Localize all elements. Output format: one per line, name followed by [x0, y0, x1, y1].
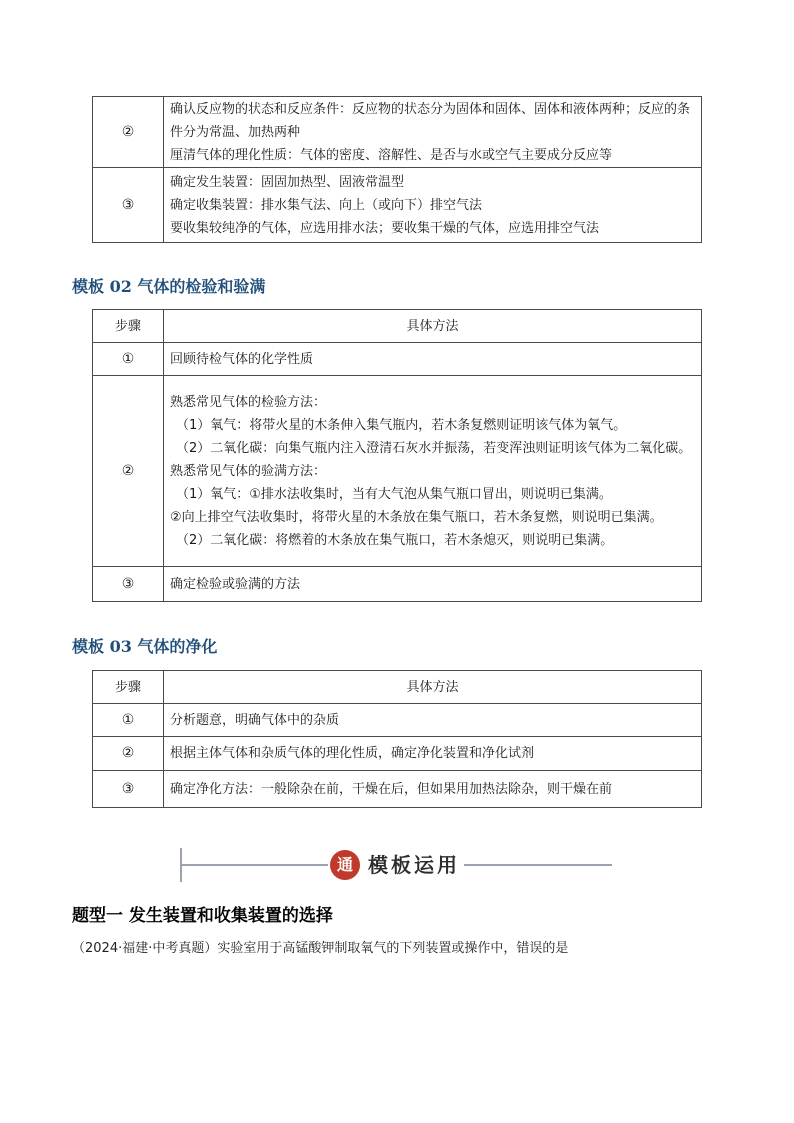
question-text: （2024·福建·中考真题）实验室用于高锰酸钾制取氧气的下列装置或操作中，错误的是	[72, 941, 569, 956]
method-line: （1）氧气：①排水法收集时，当有大气泡从集气瓶口冒出，则说明已集满。	[176, 486, 612, 502]
step-number: ②	[93, 737, 164, 771]
method-line: 确认反应物的状态和反应条件：反应物的状态分为固体和固体、固体和液体两种；反应的条件分为常温、加热两种	[170, 101, 691, 140]
method-line: （2）二氧化碳：向集气瓶内注入澄清石灰水并振荡，若变浑浊则证明该气体为二氧化碳。	[176, 440, 692, 456]
table-row	[93, 737, 702, 771]
step-number: ①	[93, 704, 164, 737]
banner-right-rule	[464, 864, 612, 866]
method-line: 确定发生装置：固固加热型、固液常温型	[170, 174, 405, 190]
step-method	[164, 168, 702, 243]
column-header-method: 具体方法	[164, 310, 702, 343]
step-number: ②	[93, 97, 164, 168]
table-template-03	[92, 670, 702, 808]
table-row	[93, 704, 702, 737]
table-header-row	[93, 671, 702, 704]
step-method	[164, 771, 702, 808]
step-method	[164, 567, 702, 602]
method-line: 确定收集装置：排水集气法、向上（或向下）排空气法	[170, 197, 483, 213]
method-line: ②向上排空气法收集时，将带火星的木条放在集气瓶口，若木条复燃，则说明已集满。	[170, 509, 663, 525]
method-line: 回顾待检气体的化学性质	[170, 351, 314, 367]
method-line: 厘清气体的理化性质：气体的密度、溶解性、是否与水或空气主要成分反应等	[170, 147, 613, 163]
column-header-method: 具体方法	[164, 671, 702, 704]
section-title: 模板 02 气体的检验和验满	[72, 277, 266, 296]
table-row	[93, 771, 702, 808]
table-row	[93, 168, 702, 243]
banner-badge-icon: 通	[330, 850, 360, 880]
method-line: （2）二氧化碳：将燃着的木条放在集气瓶口，若木条熄灭，则说明已集满。	[176, 532, 614, 548]
table-header-row	[93, 310, 702, 343]
method-line: 分析题意，明确气体中的杂质	[170, 712, 340, 728]
method-line: 要收集较纯净的气体，应选用排水法；要收集干燥的气体，应选用排空气法	[170, 220, 600, 236]
template-usage-banner	[180, 844, 612, 886]
method-line: 根据主体气体和杂质气体的理化性质，确定净化装置和净化试剂	[170, 746, 535, 761]
table-row	[93, 567, 702, 602]
step-number: ③	[93, 567, 164, 602]
banner-title: 模板运用	[368, 853, 460, 877]
step-method	[164, 343, 702, 376]
step-number: ②	[93, 376, 164, 567]
step-number: ③	[93, 771, 164, 808]
question-type-title: 题型一 发生装置和收集装置的选择	[72, 906, 333, 926]
method-line: 确定检验或验满的方法	[170, 576, 301, 592]
method-line: 熟悉常见气体的验满方法：	[170, 463, 327, 479]
table-template-01-continued	[92, 96, 702, 243]
banner-left-rule	[180, 864, 328, 866]
column-header-step: 步骤	[93, 671, 164, 704]
method-line: 确定净化方法：一般除杂在前，干燥在后，但如果用加热法除杂，则干燥在前	[170, 781, 613, 797]
step-number: ①	[93, 343, 164, 376]
step-method	[164, 97, 702, 168]
step-method	[164, 704, 702, 737]
step-number: ③	[93, 168, 164, 243]
step-method	[164, 737, 702, 771]
section-title: 模板 03 气体的净化	[72, 637, 218, 656]
table-row	[93, 343, 702, 376]
step-method	[164, 376, 702, 567]
table-row	[93, 97, 702, 168]
table-row	[93, 376, 702, 567]
column-header-step: 步骤	[93, 310, 164, 343]
method-line: 熟悉常见气体的检验方法：	[170, 394, 327, 410]
method-line: （1）氧气：将带火星的木条伸入集气瓶内，若木条复燃则证明该气体为氧气。	[176, 417, 627, 433]
table-template-02	[92, 309, 702, 602]
